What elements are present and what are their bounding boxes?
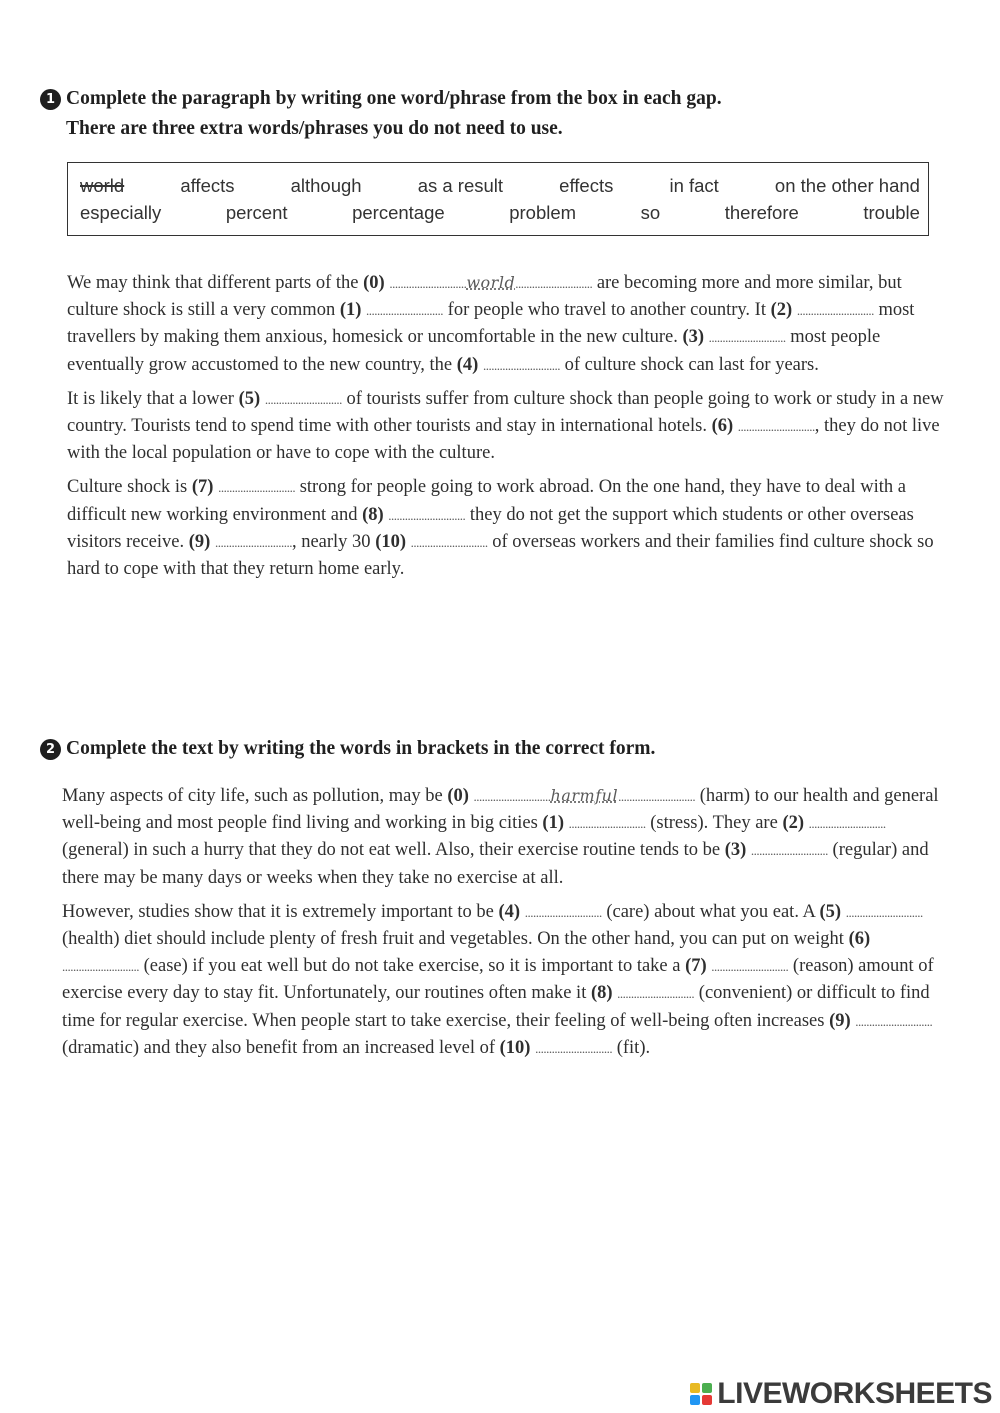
- gap-input-8[interactable]: ............................: [388, 507, 466, 523]
- liveworksheets-logo: [690, 1377, 992, 1411]
- word-box-item: therefore: [724, 202, 799, 223]
- word-box: [67, 162, 929, 236]
- gap-line: ............................: [389, 276, 467, 291]
- text-span: strong for people going to work abroad. On the one hand, they have to deal with a difficult new working environment and: [67, 477, 906, 525]
- text-span: We may think that different parts of the: [67, 273, 364, 293]
- text-span: (convenient) or difficult to find time for regular exercise. When people start to take exercise, their feeling of well-being often increases: [62, 983, 930, 1031]
- gap-input-3[interactable]: ............................: [750, 843, 828, 859]
- gap-label: (3): [724, 840, 747, 861]
- text-span: (stress). They are: [645, 813, 783, 834]
- text-span: of overseas workers and their families find culture shock so hard to cope with that they return home early.: [67, 531, 934, 580]
- text-span: of tourists suffer from culture shock than people going to work or study in a new country. Tourists tend to spend time with other tourists and stay in international hotels.: [67, 388, 944, 437]
- text-span: Culture shock is: [67, 477, 192, 498]
- text-span: (harm) to our health and general well-being and most people find living and working in big cities: [62, 786, 939, 834]
- text-span: (regular) and there may be many days or weeks when they take no exercise at all.: [62, 840, 929, 888]
- word-box-item: problem: [509, 202, 577, 223]
- text-span: are becoming more and more similar, but culture shock is still a very common: [67, 273, 902, 321]
- word-box-item: percentage: [352, 202, 445, 223]
- gap-label: (3): [682, 327, 705, 348]
- word-box-item: on the other hand: [774, 175, 920, 196]
- word-box-item: affects: [180, 175, 235, 196]
- exercise-number-badge: 2: [40, 739, 61, 760]
- gap-input-9[interactable]: ............................: [855, 1013, 933, 1029]
- instruction-line: Complete the text by writing the words in brackets in the correct form.: [66, 738, 656, 759]
- gap-input-2[interactable]: ............................: [808, 816, 886, 832]
- text-span: , they do not live with the local population or have to cope with the culture.: [67, 416, 940, 464]
- text-span: for people who travel to another country. It: [443, 300, 771, 321]
- word-box-item: although: [290, 175, 362, 196]
- gap-label: (10): [499, 1037, 531, 1058]
- word-box-item: in fact: [669, 175, 719, 196]
- gap-input-10[interactable]: ............................: [535, 1040, 613, 1056]
- word-box-item: so: [640, 202, 661, 223]
- gap-label: (6): [848, 929, 871, 950]
- gap-line: ............................: [473, 789, 551, 804]
- gap-input-1[interactable]: ............................: [568, 816, 646, 832]
- gap-label: (0): [447, 786, 469, 806]
- text-span: (general) in such a hurry that they do not eat well. Also, their exercise routine tends to be: [62, 840, 725, 861]
- text-span: Many aspects of city life, such as pollution, may be: [62, 786, 448, 806]
- gap-input-8[interactable]: ............................: [617, 986, 695, 1002]
- text-span: (fit).: [612, 1037, 651, 1058]
- gap-input-5[interactable]: ............................: [264, 391, 342, 407]
- exercise-2-text: [62, 782, 942, 1062]
- gap-input-7[interactable]: ............................: [218, 480, 296, 496]
- word-box-item: effects: [559, 175, 614, 196]
- gap-label: (9): [188, 531, 211, 552]
- word-box-item: as a result: [417, 175, 504, 196]
- paragraph-1: [67, 269, 947, 379]
- gap-label: (10): [375, 531, 407, 552]
- gap-input-2[interactable]: ............................: [796, 303, 874, 319]
- text-span: most travellers by making them anxious, homesick or uncomfortable in the new culture.: [67, 300, 915, 348]
- gap-label: (0): [363, 273, 385, 293]
- gap-label: (8): [590, 983, 613, 1004]
- exercise-2-instruction: [40, 734, 955, 764]
- handwritten-answer: harmful: [550, 786, 619, 805]
- brand-text: LIVEWORKSHEETS: [717, 1377, 992, 1410]
- gap-input-5[interactable]: ............................: [845, 904, 923, 920]
- text-span: they do not get the support which students or other overseas visitors receive.: [67, 504, 914, 552]
- gap-label: (5): [819, 901, 842, 922]
- word-box-row-1: [80, 172, 920, 199]
- paragraph-2: [62, 899, 942, 1062]
- text-span: , nearly 30: [291, 531, 376, 552]
- gap-input-4[interactable]: ............................: [482, 357, 560, 373]
- gap-label: (9): [829, 1010, 851, 1031]
- text-span: (care) about what you eat. A: [601, 901, 820, 922]
- gap-input-4[interactable]: ............................: [524, 904, 602, 920]
- word-box-item: world: [80, 175, 125, 196]
- exercise-1-text: [67, 269, 947, 583]
- gap-line: ............................: [515, 276, 593, 291]
- gap-label: (4): [456, 354, 479, 375]
- handwritten-answer: world: [466, 273, 516, 292]
- gap-label: (7): [685, 956, 707, 977]
- paragraph-2: [67, 386, 947, 468]
- gap-input-10[interactable]: ............................: [410, 534, 488, 550]
- gap-label: (1): [542, 813, 564, 834]
- gap-line: ............................: [618, 789, 696, 804]
- text-span: (dramatic) and they also benefit from an increased level of: [62, 1037, 500, 1058]
- text-span: of culture shock can last for years.: [559, 354, 819, 375]
- instruction-line-2: There are three extra words/phrases you do not need to use.: [66, 118, 563, 139]
- gap-label: (1): [339, 300, 362, 321]
- logo-grid-icon: [690, 1383, 712, 1405]
- text-span: (reason) amount of exercise every day to stay fit. Unfortunately, our routines often make it: [62, 956, 934, 1004]
- gap-input-9[interactable]: ............................: [214, 534, 292, 550]
- gap-input-6[interactable]: ............................: [62, 959, 139, 975]
- gap-label: (8): [362, 504, 384, 525]
- gap-label: (6): [711, 416, 734, 437]
- exercise-number-badge: 1: [40, 89, 61, 110]
- exercise-2: [40, 734, 955, 1069]
- text-span: most people eventually grow accustomed to the new country, the: [67, 327, 881, 375]
- gap-input-6[interactable]: ............................: [737, 419, 815, 435]
- gap-label: (5): [238, 388, 261, 409]
- gap-label: (2): [782, 813, 805, 834]
- exercise-1: [40, 84, 955, 590]
- gap-input-7[interactable]: ............................: [711, 959, 789, 975]
- word-box-row-2: [80, 199, 920, 226]
- text-span: (health) diet should include plenty of fresh fruit and vegetables. On the other hand, you can put on weight: [62, 929, 849, 950]
- text-span: (ease) if you eat well but do not take exercise, so it is important to take a: [139, 956, 686, 977]
- word-box-item: especially: [80, 202, 162, 223]
- word-box-item: percent: [225, 202, 288, 223]
- gap-label: (4): [498, 901, 521, 922]
- text-span: However, studies show that it is extremely important to be: [62, 901, 499, 922]
- text-span: It is likely that a lower: [67, 388, 239, 409]
- instruction-line-1: Complete the paragraph by writing one word/phrase from the box in each gap.: [66, 88, 722, 109]
- paragraph-3: [67, 474, 947, 583]
- word-box-item: trouble: [863, 202, 920, 223]
- exercise-1-instruction: [40, 84, 955, 144]
- paragraph-1: [62, 782, 942, 892]
- gap-input-1[interactable]: ............................: [366, 303, 444, 319]
- gap-label: (7): [191, 477, 214, 498]
- gap-label: (2): [770, 300, 793, 321]
- gap-input-3[interactable]: ............................: [708, 330, 786, 346]
